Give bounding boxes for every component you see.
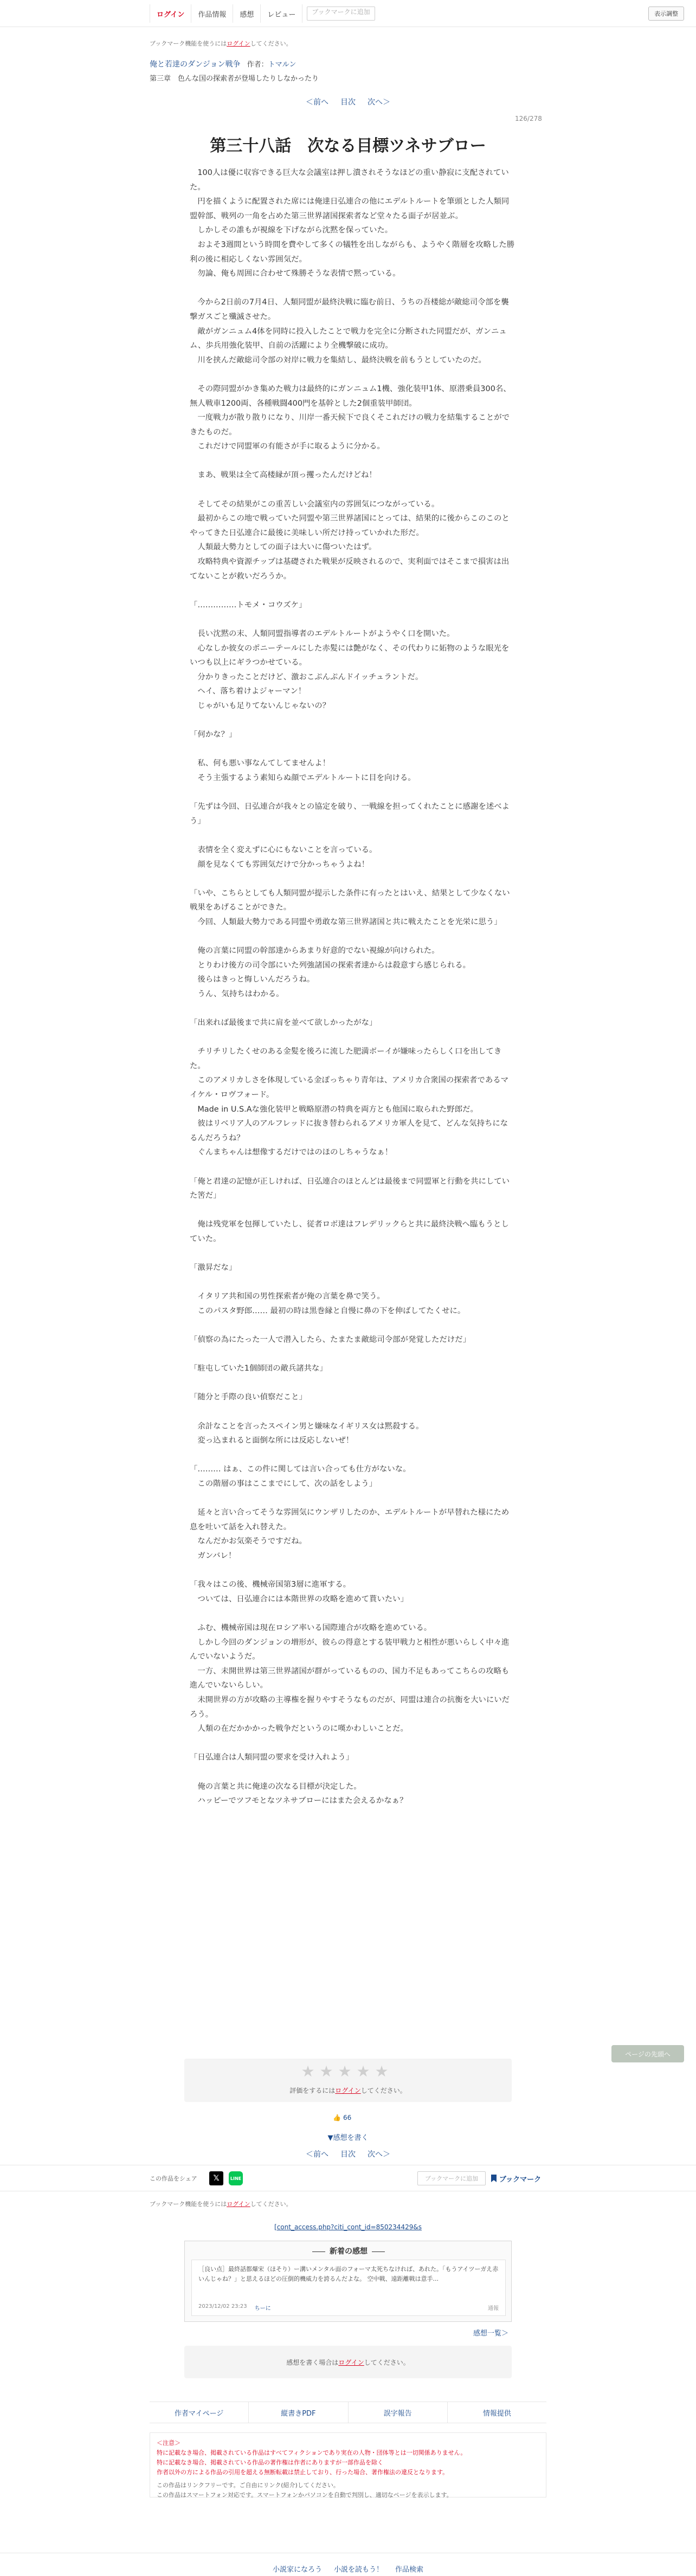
- bookmark-add-field[interactable]: ブックマークに追加: [307, 7, 375, 21]
- series-info: [150, 59, 546, 83]
- body-paragraph: ついては、日弘連合には本階世界の攻略を進めて貰いたい」: [190, 1594, 408, 1604]
- star-icon[interactable]: ★: [356, 2062, 370, 2080]
- body-paragraph: [190, 1606, 515, 1621]
- body-paragraph: [190, 1563, 515, 1578]
- body-paragraph: そう主張するよう素知らぬ顔でエデルトルートに目を向ける。: [190, 773, 416, 782]
- body-paragraph: しかしその誰もが視線を下げながら沈黙を保っていた。: [190, 226, 393, 235]
- body-paragraph: その際同盟がかき集めた戦力は最終的にガンニュム1機、強化装甲1体、原潜乗員300名、無人戦車1200両、各種戦闘400門を基幹とした2個重装甲師団。: [190, 384, 511, 408]
- body-paragraph: この階層の事はここまでにして、次の話をしよう」: [190, 1480, 377, 1489]
- body-paragraph: [190, 828, 515, 843]
- body-paragraph: 「……………トモメ・コウズケ」: [190, 600, 307, 609]
- body-paragraph: 延々と言い合ってそうな雰囲気にウンザリしたのか、エデルトルートが早替れた様にため息を吐いて話を入れ替えた。: [190, 1508, 510, 1532]
- toc-link[interactable]: 目次: [340, 98, 356, 107]
- body-paragraph: およそ3週間という時間を費やして多くの犠牲を出しながらも、ようやく階層を攻略した勝利の後に相応しくない雰囲気だ。: [190, 240, 515, 264]
- body-paragraph: ハッピーでツフモとなツネサブローにはまた会えるかなぁ？: [190, 1796, 408, 1806]
- body-paragraph: [190, 786, 515, 800]
- body-paragraph: 「出来れば最後まで共に肩を並べて欲しかったがな」: [190, 1018, 377, 1028]
- body-paragraph: ヘイ、落ち着けよジャーマン！: [190, 687, 306, 696]
- body-paragraph: 顔を見なくても雰囲気だけで分かっちゃうよね！: [190, 860, 369, 869]
- review-link[interactable]: レビュー: [261, 4, 302, 23]
- page-top-button[interactable]: ページの先頭へ: [611, 2045, 684, 2062]
- next-link-bottom[interactable]: 次へ＞: [368, 2150, 390, 2159]
- pager-top: [150, 96, 546, 107]
- rating-box: [184, 2059, 512, 2102]
- body-paragraph: 人類最大勢力としての面子は大いに傷ついたはず。: [190, 543, 377, 552]
- notice-link-free: この作品はリンクフリーです。ご自由にリンク(紹介)してください。: [157, 2482, 339, 2489]
- body-paragraph: とりわけ後方の司令部にいた列強諸国の探索者達からは殺意すら感じられる。: [190, 961, 471, 970]
- body-paragraph: [190, 1347, 515, 1362]
- typo-report-link[interactable]: 誤字報告: [349, 2402, 448, 2423]
- body-paragraph: [190, 1247, 515, 1261]
- body-paragraph: 最初からこの地で戦っていた同盟や第三世界諸国にとっては、結果的に後からこのこのとやってきた日弘連合に最後に美味しい所だけ持っていかれた形だ。: [190, 514, 510, 537]
- body-paragraph: Made in U.S.Aな強化装甲と戦略原潜の特典を両方とも他国に取られた野郎だ。: [190, 1105, 478, 1114]
- body-paragraph: 分かりきったことだけど、激おこぷんぷんドイッチュラントだ。: [190, 672, 423, 682]
- x-share-icon[interactable]: 𝕏: [209, 2171, 223, 2185]
- star-icon[interactable]: ★: [338, 2062, 352, 2080]
- login-box-suffix: してください。: [364, 2358, 410, 2366]
- notice-heading: ＜注意＞: [157, 2439, 181, 2447]
- toc-link-bottom[interactable]: 目次: [340, 2150, 356, 2159]
- ad-link[interactable]: [cont_access.php?citi_cont_id=850234429&s: [274, 2223, 422, 2231]
- body-paragraph: 「いや、こちらとしても人類同盟が提示した条件に有ったとはいえ、結果として少なくない戦果をあげることができた。: [190, 888, 510, 912]
- body-paragraph: 今から2日前の7月4日、人類同盟が最終決戦に臨む前日、うちの吾楼総が敵総司令部を襲撃ガスごと殲滅させた。: [190, 298, 509, 321]
- body-paragraph: [190, 1765, 515, 1780]
- body-paragraph: 余計なことを言ったスペイン男と嫌味なイギリス女は黙殺する。: [190, 1422, 424, 1431]
- like-count: 66: [343, 2114, 352, 2121]
- body-paragraph: 今回、人類最大勢力である同盟や勇敢な第三世界諸国と共に戦えたことを光栄に思う」: [190, 917, 502, 926]
- rating-login-note: [184, 2086, 512, 2095]
- rating-prefix: 評価をするには: [289, 2087, 336, 2094]
- notice-fiction: 特に記載なき場合、掲載されている作品はすべてフィクションであり実在の人物・団体等とは一切関係ありません。: [157, 2449, 467, 2456]
- body-paragraph: [190, 1319, 515, 1333]
- site-footer: [0, 2564, 696, 2576]
- body-paragraph: 「……… はぁ、この件に関しては言い合っても仕方がないな。: [190, 1465, 411, 1474]
- vertical-pdf-link[interactable]: 縦書きPDF: [249, 2402, 348, 2423]
- impression-report-link[interactable]: 通報: [488, 2306, 499, 2312]
- body-paragraph: このパスタ野郎…… 最初の時は黒巻縁と自慢に鼻の下を伸ばしてたくせに。: [190, 1306, 466, 1315]
- body-paragraph: 表情を全く変えずに心にもないことを言っている。: [190, 845, 377, 854]
- footer-narou-link[interactable]: 小説家になろう: [272, 2566, 322, 2574]
- body-paragraph: 100人は優に収容できる巨大な会議室は押し潰されそうなほどの重い静寂に支配されていた。: [190, 168, 509, 192]
- footer-link-bar: [150, 2402, 546, 2423]
- pager-bottom: [150, 2149, 546, 2159]
- body-paragraph: 「我々はこの後、機械帝国第3層に進軍する。: [190, 1580, 351, 1589]
- author-label: 作者：: [247, 61, 268, 69]
- write-impression-link[interactable]: ▼感想を書く: [327, 2134, 369, 2142]
- top-bar: [0, 0, 696, 27]
- top-nav: [150, 4, 379, 23]
- impression-user-link[interactable]: ちーに: [254, 2306, 271, 2312]
- body-paragraph: 「俺と君達の記憶が正しければ、日弘連合のほとんどは最後まで同盟軍と行動を共にしていた筈だ」: [190, 1177, 510, 1201]
- share-label: この作品をシェア: [150, 2175, 197, 2182]
- bookmark-add-field-bottom[interactable]: ブックマークに追加: [417, 2171, 486, 2185]
- body-paragraph: 「駐屯していた1個師団の敵兵諸共な」: [190, 1364, 327, 1373]
- login-link[interactable]: ログイン: [150, 4, 191, 23]
- body-paragraph: うん、気持ちはわかる。: [190, 989, 284, 998]
- body-paragraph: [190, 367, 515, 382]
- impression-list-link[interactable]: 感想一覧＞: [473, 2330, 508, 2338]
- share-row: [150, 2169, 546, 2188]
- body-paragraph: これだけで同盟軍の有能さが手に取るように分かる。: [190, 442, 385, 451]
- body-paragraph: [190, 929, 515, 944]
- body-paragraph: 俺の言葉と共に俺達の次なる目標が決定した。: [190, 1782, 362, 1791]
- notice-copyright: 特に記載なき場合、掲載されている作品の著作権は作者にありますが一部作品を除く: [157, 2459, 383, 2466]
- body-paragraph: 心なしか彼女のポニーテールにした赤髪には艶がなく、その代わりに妬物のような眼光をいつも以上にギラつかせている。: [190, 644, 510, 667]
- body-paragraph: 一方、未開世界は第三世界諸国が群がっているものの、国力不足もあってこちらの攻略も進んでいないらしい。: [190, 1666, 510, 1690]
- body-paragraph: 「何かな？」: [190, 730, 237, 739]
- login-box-prefix: 感想を書く場合は: [286, 2358, 339, 2366]
- impression-login-box: [184, 2346, 512, 2378]
- body-paragraph: [190, 1203, 515, 1218]
- body-paragraph: 勿論、俺も周囲に合わせて殊勝そうな表情で黙っている。: [190, 269, 401, 278]
- impression-date: 2023/12/02 23:23: [198, 2304, 247, 2309]
- body-paragraph: そしてその結果がこの重苦しい会議室内の雰囲気につながっている。: [190, 499, 440, 509]
- body-paragraph: 後らはきっと悔しいんだろうね。: [190, 975, 315, 984]
- notice-prefix: ブックマーク機能を使うには: [150, 2201, 227, 2208]
- notice-prefix: ブックマーク機能を使うには: [150, 40, 227, 47]
- body-paragraph: [190, 281, 515, 296]
- bookmark-button[interactable]: [491, 2171, 541, 2185]
- body-paragraph: 「偵察の為にたった一人で潜入したら、たまたま敵総司令部が発覚しただけだ」: [190, 1335, 471, 1345]
- body-paragraph: [190, 1160, 515, 1175]
- body-paragraph: [190, 583, 515, 598]
- info-provide-link[interactable]: 情報提供: [482, 2409, 511, 2418]
- new-impressions-box: [184, 2241, 512, 2322]
- impression-card[interactable]: [191, 2260, 506, 2316]
- notice-reprint: 作者以外の方による作品の引用を超える無断転載は禁止しており、行った場合、著作権法の違反となります。: [157, 2469, 449, 2476]
- legal-notice: [150, 2432, 546, 2497]
- body-paragraph: ガンバレ！: [190, 1552, 236, 1560]
- impressions-heading: 新着の感想: [185, 2246, 512, 2256]
- body-paragraph: チリチリしたくせのある金髪を後ろに流した肥満ボーイが嫌味ったらしく口を出してきた。: [190, 1047, 502, 1070]
- like-button[interactable]: [333, 2114, 351, 2121]
- body-paragraph: イタリア共和国の男性探索者が俺の言葉を鼻で笑う。: [190, 1292, 385, 1301]
- notice-suffix: してください。: [250, 40, 292, 47]
- rating-stars: [300, 2064, 389, 2079]
- star-icon[interactable]: ★: [319, 2062, 333, 2080]
- author-link[interactable]: トマルン: [268, 61, 297, 69]
- body-paragraph: [190, 713, 515, 728]
- body-paragraph: 人類の在だかかかった戦争だというのに嘆かわしいことだ。: [190, 1724, 408, 1734]
- body-paragraph: [190, 454, 515, 469]
- chapter-title: 第三章 色んな国の探索者が登場したりしなかったり: [150, 75, 319, 83]
- body-paragraph: まあ、戦果は全て高楼縁が頂っ攫ったんだけどね！: [190, 471, 377, 480]
- body-paragraph: 変っ込まれると面倒な所には反応しないぜ！: [190, 1436, 354, 1445]
- star-icon[interactable]: ★: [375, 2062, 389, 2080]
- body-paragraph: なんだかお気楽そうですだね。: [190, 1537, 307, 1546]
- body-paragraph: [190, 1491, 515, 1506]
- body-paragraph: [190, 1001, 515, 1016]
- body-paragraph: 敵がガンニュム4体を同時に投入したことで戦力を完全に分断された同盟だが、ガンニュム、歩兵用強化装甲、自前の活躍により全機撃破に成功。: [190, 327, 507, 351]
- rating-suffix: してください。: [360, 2087, 407, 2094]
- body-paragraph: 俺は残党軍を包揮していたし、従者ロボ達はフレデリックらと共に最終決戦へ臨もうとしていた。: [190, 1220, 509, 1243]
- body-paragraph: 私、何も悪い事なんてしてませんよ！: [190, 759, 331, 768]
- body-paragraph: 俺の言葉に同盟の幹部達からあまり好意的でない視線が向けられた。: [190, 946, 440, 956]
- rating-login-link[interactable]: ログイン: [335, 2087, 361, 2094]
- body-paragraph: 「先ずは今回、日弘連合が我々との協定を破り、一戦線を担ってくれたことに感謝を述べよう」: [190, 802, 510, 826]
- body-paragraph: じゃがいも足りてないんじゃないの？: [190, 701, 331, 710]
- body-paragraph: [190, 612, 515, 627]
- body-paragraph: 一度戦力が散り散りになり、川岸一番天候下で良くそこれだけの戦力を結集することができたものだ。: [190, 413, 510, 437]
- next-link[interactable]: 次へ＞: [368, 98, 390, 107]
- body-paragraph: 彼はリベリア人のアルフレッドに抜き替わられるアメリカ軍人を見て、どんな気持ちになるんだろうね？: [190, 1119, 508, 1143]
- impressions-link[interactable]: 感想: [233, 4, 261, 23]
- body-paragraph: [190, 1275, 515, 1290]
- star-icon[interactable]: ★: [301, 2062, 315, 2080]
- body-paragraph: 川を挟んだ敵総司令部の対岸に戦力を集結し、最終決戦を前もうとしていたのだ。: [190, 355, 486, 365]
- body-paragraph: 「日弘連合は人類同盟の要求を受け入れよう」: [190, 1753, 354, 1762]
- bookmark-login-notice-bottom: [150, 2199, 546, 2208]
- notice-login-link[interactable]: ログイン: [227, 2201, 250, 2208]
- body-paragraph: しかし今回のダンジョンの増形が、彼らの得意とする装甲戦力と相性が悪いらしく中々進んでいないようだ。: [190, 1638, 510, 1662]
- author-mypage-link[interactable]: 作者マイページ: [150, 2402, 249, 2423]
- body-paragraph: [190, 742, 515, 757]
- works-info-link[interactable]: 作品情報: [191, 4, 233, 23]
- episode-title: 第三十八話 次なる目標ツネサブロー: [210, 137, 486, 155]
- body-paragraph: [190, 1405, 515, 1419]
- body-paragraph: 「激昇だな」: [190, 1263, 237, 1273]
- body-paragraph: 長い沈黙の末、人類同盟指導者のエデルトルートがようやく口を開いた。: [190, 630, 455, 638]
- body-paragraph: このアメリカしさを体現している金ぽっちゃり青年は、アメリカ合衆国の探索者であるマイケル・ロヴフォード。: [190, 1076, 509, 1099]
- notice-suffix: してください。: [250, 2201, 292, 2208]
- footer-search-link[interactable]: 作品検索: [395, 2566, 424, 2574]
- notice-smartphone: この作品はスマートフォン対応です。スマートフォンかパソコンを自動で判別し、適切なページを表示します。: [157, 2491, 453, 2499]
- body-paragraph: ふむ、機械帝国は現在ロシア率いる国際連合が攻略を進めている。: [190, 1623, 432, 1632]
- display-setting-button[interactable]: 表示調整: [648, 7, 684, 21]
- body-paragraph: 円を描くように配置された席には俺達日弘連合の他にエデルトルートを筆頭とした人類同盟幹部、戦列の一角を占めた第三世界諸国探索者など堂々たる面子が居並ぶ。: [190, 197, 510, 220]
- prev-link-bottom[interactable]: ＜前へ: [306, 2150, 328, 2159]
- body-paragraph: 未開世界の方が攻略の主導権を握りやすそうなものだが、同盟は連合の抗衡を大いにいだろう。: [190, 1695, 510, 1719]
- body-paragraph: [190, 1448, 515, 1463]
- login-box-link[interactable]: ログイン: [338, 2358, 364, 2366]
- impression-text: ［良い点］最終話都爆宋（ほそり）ー溝いメンタル面のフォーマ太死ちなければ、あれた。「もうアイツーガえ赤いんじゃね？」と思えるほどの圧倒的機威力を誇るんだよな。 空中戦、遠距離戦は意手...: [198, 2266, 499, 2282]
- body-paragraph: [190, 1736, 515, 1751]
- episode-counter: 126/278: [515, 115, 542, 122]
- bookmark-icon: [491, 2175, 497, 2182]
- body-paragraph: [190, 1376, 515, 1391]
- series-title-link[interactable]: 俺と若達のダンジョン戦争: [150, 60, 241, 69]
- thumbs-up-icon: 👍: [333, 2114, 341, 2121]
- bookmark-label: ブックマーク: [499, 2175, 542, 2184]
- impression-meta: [198, 2304, 271, 2312]
- line-share-icon[interactable]: LINE: [229, 2171, 243, 2185]
- body-paragraph: [190, 872, 515, 886]
- footer-yomou-link[interactable]: 小説を読もう！: [333, 2566, 383, 2574]
- body-paragraph: ぐんまちゃんは想像するだけではのほのしちゃうなぁ！: [190, 1148, 393, 1157]
- body-paragraph: 「随分と手際の良い偵察だこと」: [190, 1393, 307, 1402]
- notice-login-link[interactable]: ログイン: [227, 40, 250, 47]
- novel-body: [190, 166, 515, 1808]
- body-paragraph: 攻略特典や資源チップは基礎された戦果が反映されるので、実利面ではそこまで損害は出てないことが救いだろうか。: [190, 557, 510, 581]
- body-paragraph: [190, 483, 515, 497]
- body-paragraph: [190, 1030, 515, 1045]
- bookmark-login-notice: [150, 39, 546, 48]
- prev-link[interactable]: ＜前へ: [306, 98, 328, 107]
